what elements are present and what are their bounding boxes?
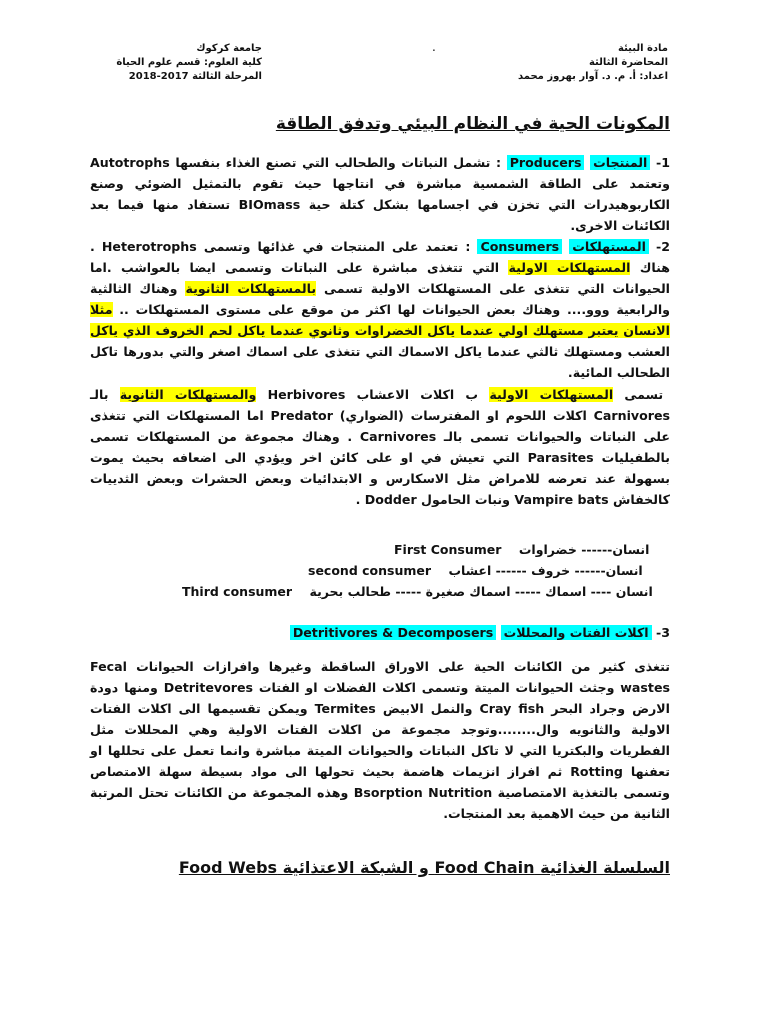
header-course-name: مادة البيئة	[618, 43, 668, 54]
term-en: Cray fish	[479, 701, 545, 716]
section-detritivores-heading	[90, 622, 670, 643]
paragraph-text: تسمى	[613, 387, 664, 402]
food-chain-heading	[179, 858, 670, 877]
paragraph-text: وهذه المجموعة من الكائنات تحتل المرتبة الثانية من حيث الاهمية بعد المنتجات.	[90, 785, 670, 821]
term-producers-ar: المنتجات	[590, 155, 650, 170]
term-en: Fecal wastes	[90, 659, 670, 695]
chain-text-ar: انسان------ خروف ------ اعشاب	[448, 563, 643, 578]
paragraph-text: .	[355, 492, 361, 507]
paragraph-text: : تعتمد على المنتجات في غذائها وتسمى	[196, 239, 471, 254]
term-en: Autotrophs	[90, 155, 170, 170]
term-en: Dodder	[364, 492, 417, 507]
heading-text: و الشبكة الاعتذائية	[277, 858, 435, 877]
header-university-info	[112, 42, 262, 84]
paragraph-text: التي تتغذى مباشرة على النباتات وتسمى ايضا بالعواشب .اما الحيوانات التي تتغذى على المستهلكات الاولية تسمى	[90, 260, 670, 296]
highlight-primary-consumers: المستهلكات الاولية	[508, 260, 631, 275]
term-en: Detritevores	[163, 680, 253, 695]
paragraph-text: ثم افراز انزيمات هاضمة بحيث تحولها الى مواد بسيطة سهلة الامتصاص وتسمى بالتغذية الامتصاصية	[90, 764, 670, 800]
term-food-webs: Food Webs	[178, 858, 278, 877]
paragraph-text: اما المستهلكات التي تتغذى على النباتات والحيوانات تسمى بالـ	[90, 408, 670, 444]
term-en: Termites	[314, 701, 376, 716]
section-detritivores	[90, 656, 670, 824]
paragraph-text: ب اكلات الاعشاب	[345, 387, 479, 402]
term-en: Predator	[270, 408, 333, 423]
highlight-human-example: مثلا الانسان يعتبر مستهلك اولي عندما ياكل الخضراوات وثانوي عندما ياكل لحم الخروف الذي ياكل	[90, 302, 670, 338]
paragraph-text: . وهناك مجموعة من المستهلكات تسمى بالطفيليات	[90, 429, 670, 465]
paragraph-text: وجثث الحيوانات الميتة وتسمى اكلات الفضلات او الفتات	[253, 680, 615, 695]
term-detritivores-en: Detritivores & Decomposers	[290, 625, 496, 640]
page-title: المكونات الحية في النظام البيئي وتدفق الطاقة	[275, 114, 670, 134]
chain-example-1	[394, 542, 649, 557]
chain-level-en: second consumer	[308, 563, 432, 578]
paragraph-text: وتعتمد على الطاقة الشمسية مباشرة في انتاجها حيث تقوم بالتمثيل الضوئي وصنع الكاربوهيدرات التي تخزن في اجسامها بشكل كتلة حية	[90, 176, 670, 212]
heading-text: السلسلة الغذائية	[534, 858, 670, 877]
term-producers-en: Producers	[507, 155, 585, 170]
paragraph-text: : تشمل النباتات والطحالب التي تصنع الغذاء بنفسها	[169, 155, 502, 170]
header-center-mark: .	[432, 40, 436, 54]
header-college: كلية العلوم: قسم علوم الحياة	[116, 57, 262, 68]
chain-example-2	[308, 563, 643, 578]
section-number: 3-	[656, 625, 670, 640]
chain-example-3	[182, 584, 653, 599]
term-en: BIOmass	[238, 197, 301, 212]
paragraph-text: وهناك الثالثية والرابعية ووو.... وهناك بعض الحيوانات لها اكثر من موقع على مستوى المستهلكات ..	[90, 281, 670, 317]
section-consumer-types	[90, 384, 670, 510]
term-en: Heterotrophs	[101, 239, 197, 254]
term-consumers-en: Consumers	[477, 239, 562, 254]
paragraph-text: ومنها دودة الارض وجراد البحر	[90, 680, 670, 716]
term-en: Rotting	[570, 764, 623, 779]
section-producers	[90, 152, 670, 236]
header-lecture-number: المحاضرة الثالثة	[588, 57, 668, 68]
header-course-info	[518, 42, 668, 84]
header-university: جامعة كركوك	[196, 43, 262, 54]
section-consumers	[90, 236, 670, 383]
paragraph-text: ونبات الحامول	[416, 492, 510, 507]
chain-level-en: Third consumer	[182, 584, 293, 599]
header-author: اعداد: أ. م. د. آوار بهروز محمد	[517, 71, 668, 82]
term-en: Vampire bats	[514, 492, 609, 507]
paragraph-text: العشب ومستهلك ثالثي عندما ياكل الاسماك التي تتغذى على اسماك اصغر والتي بدورها تاكل الطحالب المائية.	[90, 344, 670, 380]
paragraph-text: تستفاد منها فيما بعد الكائنات الاخرى.	[90, 197, 670, 233]
chain-text-ar: انسان------ خضراوات	[518, 542, 650, 557]
paragraph-text: والنمل الابيض	[375, 701, 473, 716]
paragraph-text: ويمكن تقسيمها الى اكلات الفتات الاولية والثانويه وال........وتوجد مجموعة من اكلات الفتات الاولية وهي المحللات مثل الفطريات والبكتريا التي لا تاكل النباتات والحيوانات الميتة مباشرة وانما تعمل على تحللها او تعفنها	[90, 701, 670, 779]
highlight-secondary-consumers: بالمستهلكات الثانوية	[185, 281, 317, 296]
term-food-chain: Food Chain	[434, 858, 535, 877]
term-en: Herbivores	[267, 387, 346, 402]
term-en: Carnivores	[593, 408, 670, 423]
chain-text-ar: انسان ---- اسماك ----- اسماك صغيرة ----- طحالب بحرية	[309, 584, 653, 599]
paragraph-text: التي تعيش في او على كائن اخر ويؤدي الى اضعافه بحيث يموت بسهولة عند تعرضه للامراض مثل الاسكارس و الابتدائيات وبعض الحشرات وبعض الثدييات كالخفاش	[90, 450, 670, 507]
highlight-secondary-consumers: والمستهلكات الثانوية	[119, 387, 257, 402]
chain-level-en: First Consumer	[394, 542, 502, 557]
term-detritivores-ar: اكلات الفتات والمحللات	[501, 625, 652, 640]
term-en: Bsorption Nutrition	[353, 785, 493, 800]
section-number: 2-	[655, 239, 670, 254]
term-en: Parasites	[527, 450, 594, 465]
term-en: Carnivores	[359, 429, 437, 444]
highlight-primary-consumers: المستهلكات الاولية	[489, 387, 614, 402]
paragraph-text: تتغذى كثير من الكائنات الحية على الاوراق الساقطة وغيرها وافرازات الحيوانات	[126, 659, 670, 674]
paragraph-text: اكلات اللحوم او المفترسات (الضواري)	[332, 408, 587, 423]
paragraph-text: بالـ	[90, 387, 109, 402]
paragraph-text: . هناك	[90, 239, 670, 275]
term-consumers-ar: المستهلكات	[569, 239, 649, 254]
header-stage-year: المرحلة الثالثة 2017-2018	[128, 71, 262, 82]
section-number: 1-	[656, 155, 670, 170]
